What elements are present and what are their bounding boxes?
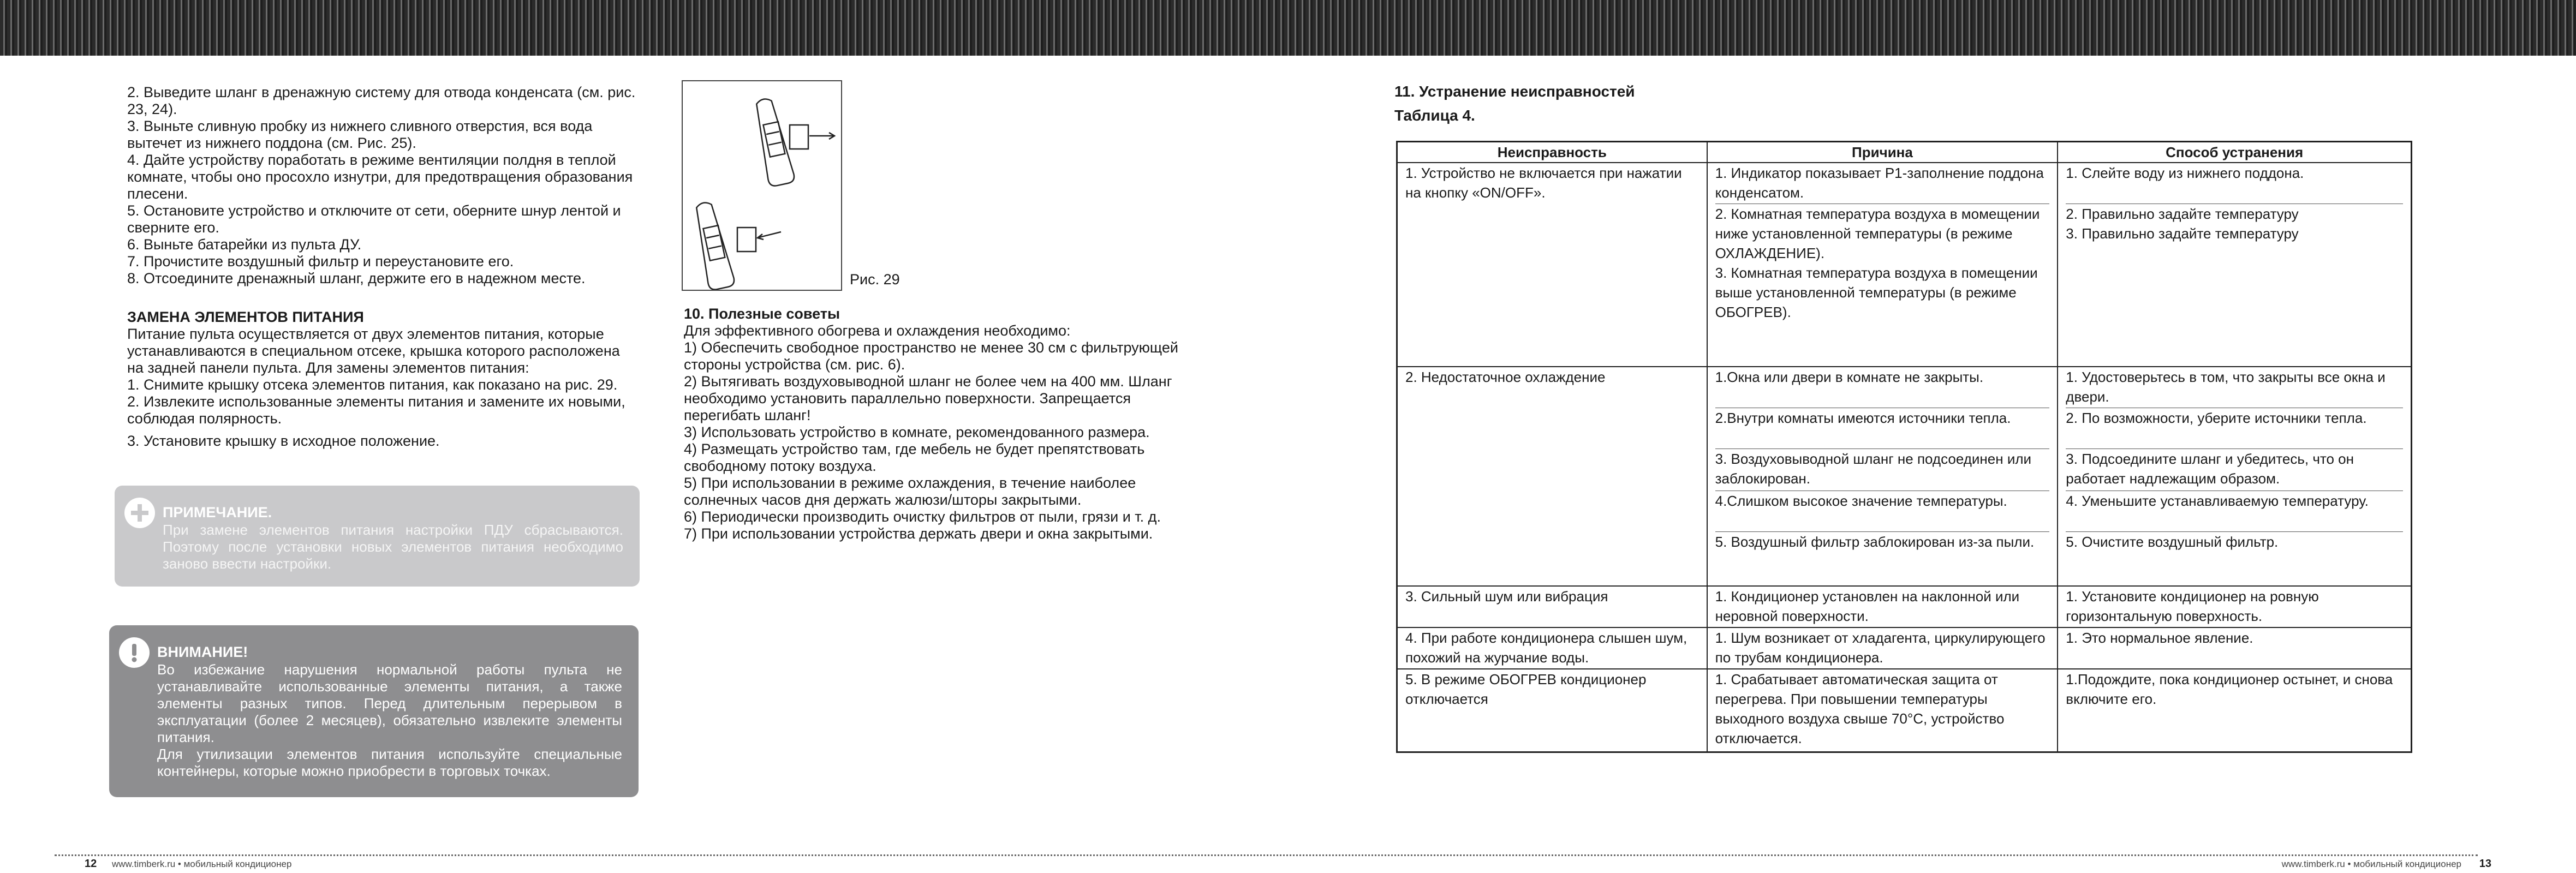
fix-item: 1. Слейте воду из нижнего поддона. [2066, 163, 2403, 204]
tip-3: 3) Использовать устройство в комнате, рекомендованного размера. [684, 424, 1150, 440]
step-4: 4. Дайте устройству поработать в режиме вентиляции полдня в теплой комнате, чтобы оно просохло изнутри, для предотвращения образования плесени. [127, 152, 633, 202]
battery-step-2: 2. Извлеките использованные элементы питания и замените их новыми, соблюдая полярность. [127, 393, 625, 427]
battery-title: ЗАМЕНА ЭЛЕМЕНТОВ ПИТАНИЯ [127, 309, 364, 325]
fault-cell: 2. Недостаточное охлаждение [1397, 367, 1707, 586]
cause-item: 3. Комнатная температура воздуха в помещении выше установленной температуры (в режиме ОБОГРЕВ). [1715, 265, 2038, 320]
step-3: 3. Выньте сливную пробку из нижнего сливного отверстия, вся вода вытечет из нижнего поддона (см. Рис. 25). [127, 118, 593, 151]
table-title: Таблица 4. [1394, 107, 1475, 124]
warning-text-2: Для утилизации элементов питания используйте специальные контейнеры, которые можно приобрести в торговых точках. [157, 746, 622, 779]
table-row [1397, 669, 2412, 752]
cause-item: 4.Слишком высокое значение температуры. [1715, 491, 2050, 532]
note-text: При замене элементов питания настройки ПДУ сбрасываются. Поэтому после установки новых элементов питания необходимо заново ввести настройки. [163, 522, 623, 572]
step-6: 6. Выньте батарейки из пульта ДУ. [127, 236, 362, 253]
cause-cell [1707, 163, 2058, 367]
step-8: 8. Отсоедините дренажный шланг, держите его в надежном месте. [127, 270, 586, 286]
fix-item: 1. Удостоверьтесь в том, что закрыты все окна и двери. [2066, 367, 2403, 408]
battery-step-1: 1. Снимите крышку отсека элементов питания, как показано на рис. 29. [127, 376, 618, 393]
fix-cell: 1. Это нормальное явление. [2058, 627, 2411, 669]
table-row [1397, 367, 2412, 586]
figure-remote-battery [682, 80, 842, 291]
fix-item: 3. Правильно задайте температуру [2066, 225, 2299, 242]
cause-cell: 1. Кондиционер установлен на наклонной или неровной поверхности. [1707, 586, 2058, 627]
cause-item: 5. Воздушный фильтр заблокирован из-за пыли. [1715, 534, 2035, 550]
cause-item: 2. Комнатная температура воздуха в момещении ниже установленной температуры (в режиме ОХЛАЖДЕНИЕ). [1715, 206, 2040, 261]
warning-text [157, 661, 622, 780]
section-title: 11. Устранение неисправностей [1394, 83, 1635, 100]
tips-intro: Для эффективного обогрева и охлаждения необходимо: [684, 322, 1071, 339]
fix-item: 4. Уменьшите устанавливаемую температуру. [2066, 491, 2403, 532]
tip-5: 5) При использовании в режиме охлаждения, в течение наиболее солнечных часов дня держать жалюзи/шторы закрытыми. [684, 475, 1136, 508]
fix-item: 2. Правильно задайте температуру [2066, 206, 2299, 222]
cause-cell: 1. Срабатывает автоматическая защита от перегрева. При повышении температуры выходного воздуха свыше 70°С, устройство отключается. [1707, 669, 2058, 752]
header-stripe-bar [0, 0, 2576, 56]
exclamation-icon [119, 637, 150, 668]
fault-cell: 4. При работе кондиционера слышен шум, похожий на журчание воды. [1397, 627, 1707, 669]
header-fix: Способ устранения [2058, 142, 2411, 163]
tips-title: 10. Полезные советы [684, 306, 840, 322]
header-cause: Причина [1707, 142, 2058, 163]
page-number-left: 12 [85, 858, 97, 870]
footer-right: www.timberk.ru • мобильный кондиционер [2281, 859, 2461, 869]
left-column [127, 84, 640, 450]
tip-7: 7) При использовании устройства держать двери и окна закрытыми. [684, 525, 1153, 542]
tips-column [684, 306, 1197, 542]
fix-cell: 1.Подождите, пока кондиционер остынет, и снова включите его. [2058, 669, 2411, 752]
warning-text-1: Во избежание нарушения нормальной работы пульта не устанавливайте использованные элементы питания, а также элементы разных типов. Перед длительным перерывом в эксплуатации (более 2 месяцев), обязательно извлеките элементы питания. [157, 661, 622, 745]
cause-item: 3. Воздуховыводной шланг не подсоединен или заблокирован. [1715, 449, 2050, 491]
fault-cell: 3. Сильный шум или вибрация [1397, 586, 1707, 627]
cause-item: 2.Внутри комнаты имеются источники тепла. [1715, 408, 2050, 449]
tip-6: 6) Периодически производить очистку фильтров от пыли, грязи и т. д. [684, 509, 1161, 525]
tip-4: 4) Размещать устройство там, где мебель не будет препятствовать свободному потоку воздуха. [684, 441, 1145, 474]
troubleshooting-table [1396, 141, 2412, 753]
step-5: 5. Остановите устройство и отключите от сети, оберните шнур лентой и сверните его. [127, 202, 621, 236]
battery-step-3: 3. Установите крышку в исходное положение. [127, 433, 440, 449]
fix-item: 2. По возможности, уберите источники тепла. [2066, 408, 2403, 449]
note-title: ПРИМЕЧАНИЕ. [163, 504, 272, 521]
cause-cell [1707, 367, 2058, 586]
warning-title: ВНИМАНИЕ! [157, 644, 248, 660]
table-header-row [1397, 142, 2412, 163]
footer-left: www.timberk.ru • мобильный кондиционер [112, 859, 292, 869]
warning-box [109, 625, 639, 797]
footer-divider [55, 854, 2478, 856]
table-row [1397, 627, 2412, 669]
cause-cell: 1. Шум возникает от хладагента, циркулирующего по трубам кондиционера. [1707, 627, 2058, 669]
fix-cell [2058, 163, 2411, 367]
fault-cell: 5. В режиме ОБОГРЕВ кондиционер отключается [1397, 669, 1707, 752]
fix-cell: 1. Установите кондиционер на ровную горизонтальную поверхность. [2058, 586, 2411, 627]
step-7: 7. Прочистите воздушный фильтр и переустановите его. [127, 253, 514, 270]
fix-cell [2058, 367, 2411, 586]
tip-1: 1) Обеспечить свободное пространство не менее 30 см с фильтрующей стороны устройства (см. рис. 6). [684, 339, 1178, 373]
cause-item: 1. Индикатор показывает P1-заполнение поддона конденсатом. [1715, 163, 2050, 204]
tip-2: 2) Вытягивать воздуховыводной шланг не более чем на 400 мм. Шланг необходимо установить параллельно поверхности. Запрещается перегибать шланг! [684, 373, 1172, 423]
note-box [115, 486, 640, 587]
fix-item: 5. Очистите воздушный фильтр. [2066, 534, 2279, 550]
plus-icon [124, 498, 155, 528]
step-2: 2. Выведите шланг в дренажную систему для отвода конденсата (см. рис. 23, 24). [127, 84, 636, 117]
battery-intro: Питание пульта осуществляется от двух элементов питания, которые устанавливаются в специальном отсеке, крышка которого расположена на задней панели пульта. Для замены элементов питания: [127, 326, 620, 376]
header-fault: Неисправность [1397, 142, 1707, 163]
page-number-right: 13 [2479, 858, 2491, 870]
cause-item: 1.Окна или двери в комнате не закрыты. [1715, 367, 2050, 408]
fix-item: 3. Подсоедините шланг и убедитесь, что он работает надлежащим образом. [2066, 449, 2403, 491]
table-row [1397, 586, 2412, 627]
fault-cell: 1. Устройство не включается при нажатии на кнопку «ON/OFF». [1397, 163, 1707, 367]
figure-caption: Рис. 29 [850, 271, 900, 288]
remote-illustration [683, 81, 841, 290]
table-row [1397, 163, 2412, 367]
